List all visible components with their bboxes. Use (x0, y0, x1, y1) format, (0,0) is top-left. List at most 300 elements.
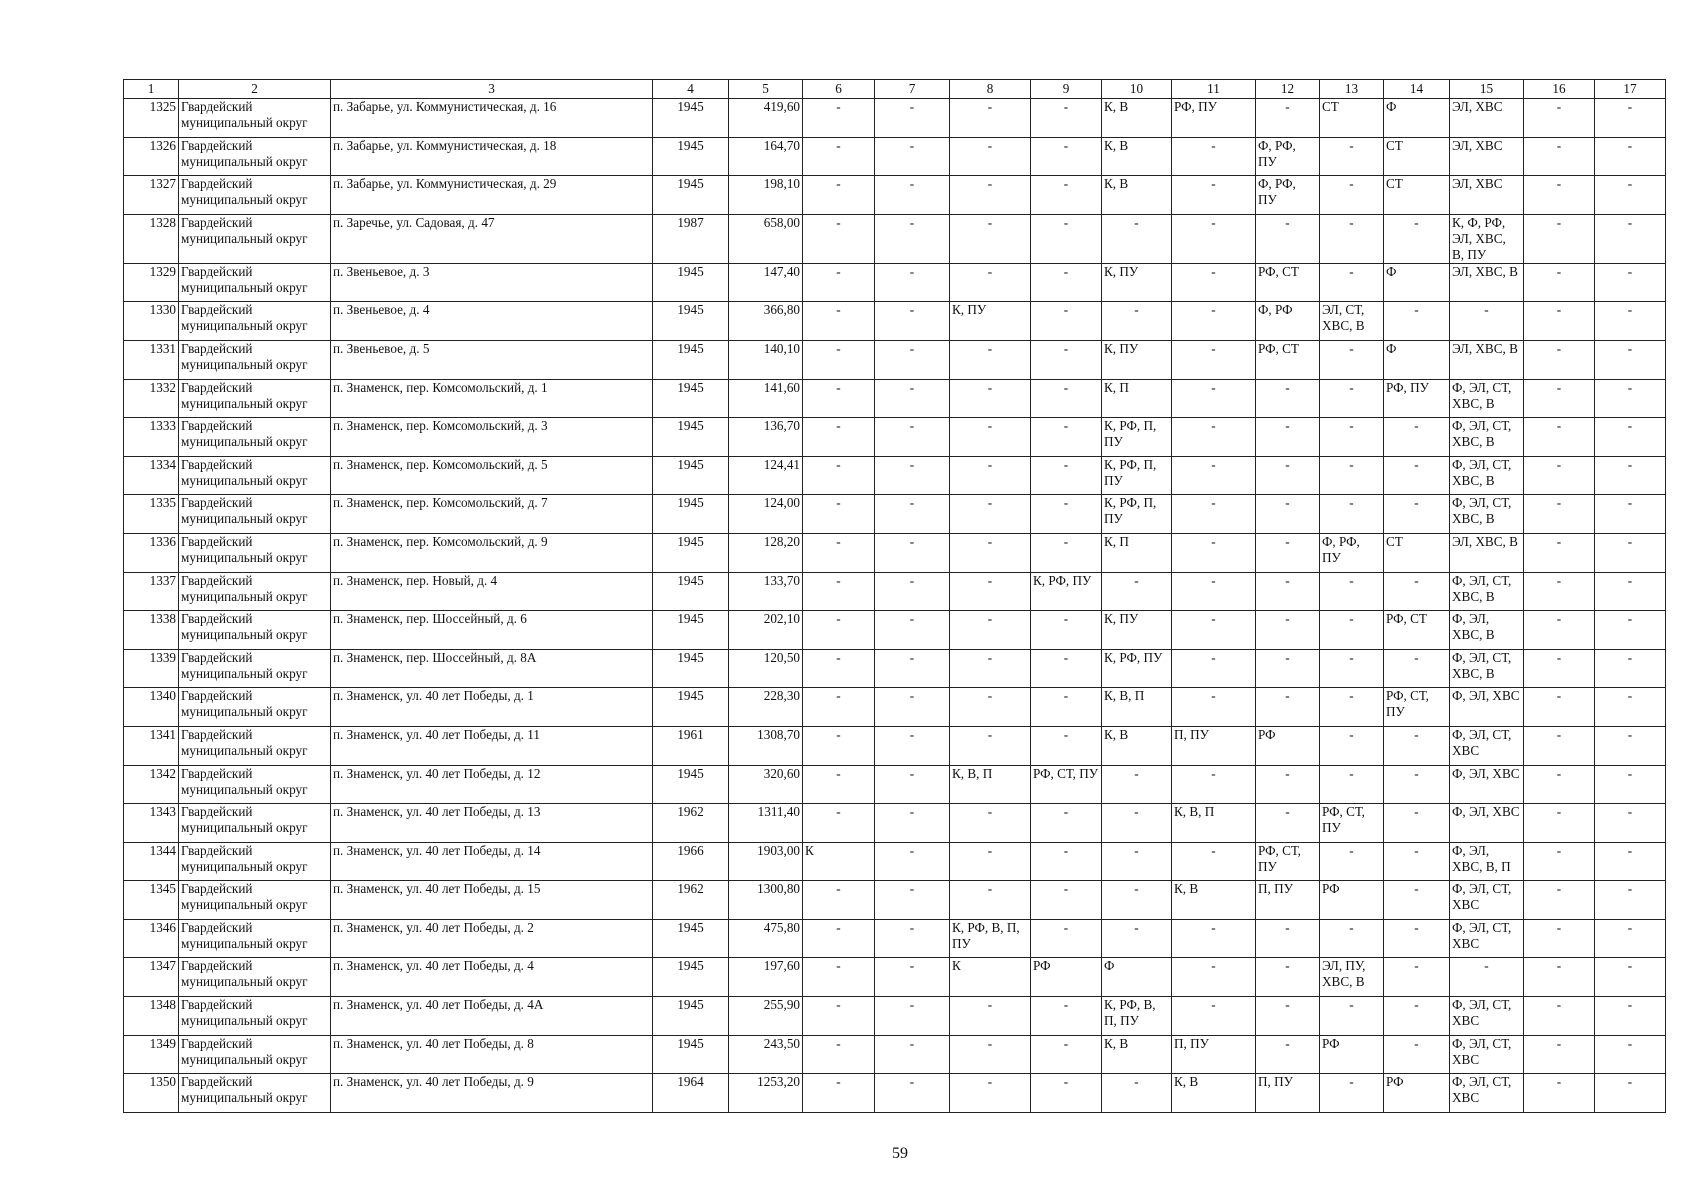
cell-col-10: К, РФ, П, ПУ (1102, 418, 1172, 457)
cell-col-14: - (1384, 804, 1450, 843)
table-row (124, 137, 1666, 176)
cell-col-10: К, ПУ (1102, 340, 1172, 379)
cell-col-7: - (875, 99, 950, 138)
cell-col-4: 1945 (653, 456, 729, 495)
cell-col-12: П, ПУ (1256, 881, 1320, 920)
cell-col-10: К, В (1102, 176, 1172, 215)
cell-col-3: п. Знаменск, ул. 40 лет Победы, д. 9 (331, 1074, 653, 1113)
cell-col-7: - (875, 263, 950, 302)
cell-col-15: ЭЛ, ХВС, В (1450, 533, 1524, 572)
cell-col-12: РФ, СТ, ПУ (1256, 842, 1320, 881)
cell-col-14: - (1384, 997, 1450, 1036)
cell-col-15: Ф, ЭЛ, ХВС (1450, 804, 1524, 843)
cell-col-9: - (1031, 726, 1102, 765)
cell-col-17: - (1595, 263, 1666, 302)
cell-col-15: Ф, ЭЛ, СТ, ХВС (1450, 726, 1524, 765)
cell-col-14: - (1384, 842, 1450, 881)
cell-col-6: - (803, 533, 875, 572)
cell-col-1: 1337 (124, 572, 179, 611)
cell-col-7: - (875, 997, 950, 1036)
cell-col-5: 475,80 (729, 919, 803, 958)
table-row (124, 176, 1666, 215)
cell-col-13: РФ (1320, 881, 1384, 920)
cell-col-12: - (1256, 919, 1320, 958)
cell-col-14: - (1384, 418, 1450, 457)
cell-col-8: - (950, 804, 1031, 843)
cell-col-11: - (1172, 418, 1256, 457)
cell-col-9: - (1031, 919, 1102, 958)
cell-col-7: - (875, 649, 950, 688)
cell-col-10: К, В (1102, 726, 1172, 765)
cell-col-15: Ф, ЭЛ, ХВС, В (1450, 611, 1524, 650)
cell-col-6: - (803, 214, 875, 263)
cell-col-12: - (1256, 418, 1320, 457)
cell-col-5: 255,90 (729, 997, 803, 1036)
cell-col-14: Ф (1384, 340, 1450, 379)
cell-col-4: 1945 (653, 137, 729, 176)
column-header-12: 12 (1256, 80, 1320, 99)
cell-col-5: 228,30 (729, 688, 803, 727)
cell-col-16: - (1524, 842, 1595, 881)
cell-col-14: - (1384, 958, 1450, 997)
cell-col-13: ЭЛ, ПУ, ХВС, В (1320, 958, 1384, 997)
cell-col-4: 1945 (653, 263, 729, 302)
cell-col-13: - (1320, 649, 1384, 688)
cell-col-1: 1347 (124, 958, 179, 997)
table-row (124, 881, 1666, 920)
cell-col-15: Ф, ЭЛ, СТ, ХВС, В (1450, 456, 1524, 495)
cell-col-8: К, В, П (950, 765, 1031, 804)
cell-col-13: - (1320, 379, 1384, 418)
cell-col-2: Гвардейский муниципальный округ (179, 137, 331, 176)
cell-col-4: 1945 (653, 340, 729, 379)
cell-col-6: - (803, 611, 875, 650)
cell-col-17: - (1595, 495, 1666, 534)
cell-col-14: - (1384, 649, 1450, 688)
column-header-14: 14 (1384, 80, 1450, 99)
cell-col-15: Ф, ЭЛ, ХВС (1450, 765, 1524, 804)
cell-col-4: 1945 (653, 1035, 729, 1074)
cell-col-14: СТ (1384, 533, 1450, 572)
cell-col-15: ЭЛ, ХВС (1450, 176, 1524, 215)
table-row (124, 533, 1666, 572)
cell-col-1: 1331 (124, 340, 179, 379)
cell-col-16: - (1524, 340, 1595, 379)
cell-col-3: п. Забарье, ул. Коммунистическая, д. 29 (331, 176, 653, 215)
cell-col-17: - (1595, 176, 1666, 215)
table-row (124, 688, 1666, 727)
cell-col-11: - (1172, 263, 1256, 302)
cell-col-12: Ф, РФ, ПУ (1256, 176, 1320, 215)
cell-col-4: 1945 (653, 919, 729, 958)
cell-col-4: 1945 (653, 688, 729, 727)
cell-col-10: Ф (1102, 958, 1172, 997)
cell-col-11: П, ПУ (1172, 1035, 1256, 1074)
cell-col-7: - (875, 340, 950, 379)
cell-col-10: - (1102, 765, 1172, 804)
cell-col-17: - (1595, 919, 1666, 958)
cell-col-16: - (1524, 214, 1595, 263)
cell-col-9: - (1031, 418, 1102, 457)
cell-col-13: - (1320, 611, 1384, 650)
cell-col-9: - (1031, 99, 1102, 138)
cell-col-4: 1962 (653, 804, 729, 843)
table-row (124, 418, 1666, 457)
header-row (124, 80, 1666, 99)
cell-col-3: п. Знаменск, ул. 40 лет Победы, д. 4А (331, 997, 653, 1036)
cell-col-15: Ф, ЭЛ, ХВС (1450, 688, 1524, 727)
cell-col-8: - (950, 456, 1031, 495)
cell-col-11: К, В (1172, 881, 1256, 920)
cell-col-3: п. Знаменск, пер. Новый, д. 4 (331, 572, 653, 611)
cell-col-7: - (875, 214, 950, 263)
cell-col-2: Гвардейский муниципальный округ (179, 379, 331, 418)
cell-col-15: Ф, ЭЛ, СТ, ХВС, В (1450, 418, 1524, 457)
cell-col-15: Ф, ЭЛ, СТ, ХВС (1450, 881, 1524, 920)
cell-col-1: 1350 (124, 1074, 179, 1113)
table-row (124, 263, 1666, 302)
cell-col-17: - (1595, 765, 1666, 804)
cell-col-12: Ф, РФ (1256, 302, 1320, 341)
cell-col-9: - (1031, 456, 1102, 495)
cell-col-2: Гвардейский муниципальный округ (179, 804, 331, 843)
cell-col-1: 1335 (124, 495, 179, 534)
cell-col-17: - (1595, 340, 1666, 379)
cell-col-2: Гвардейский муниципальный округ (179, 533, 331, 572)
table-row (124, 214, 1666, 263)
cell-col-5: 1300,80 (729, 881, 803, 920)
cell-col-16: - (1524, 99, 1595, 138)
cell-col-17: - (1595, 456, 1666, 495)
cell-col-4: 1961 (653, 726, 729, 765)
cell-col-5: 1253,20 (729, 1074, 803, 1113)
cell-col-16: - (1524, 418, 1595, 457)
table-row (124, 495, 1666, 534)
cell-col-7: - (875, 842, 950, 881)
cell-col-12: - (1256, 495, 1320, 534)
cell-col-11: - (1172, 958, 1256, 997)
cell-col-8: - (950, 418, 1031, 457)
cell-col-12: - (1256, 765, 1320, 804)
cell-col-4: 1945 (653, 418, 729, 457)
cell-col-11: - (1172, 137, 1256, 176)
cell-col-5: 1903,00 (729, 842, 803, 881)
cell-col-2: Гвардейский муниципальный округ (179, 495, 331, 534)
cell-col-13: РФ (1320, 1035, 1384, 1074)
cell-col-2: Гвардейский муниципальный округ (179, 649, 331, 688)
cell-col-16: - (1524, 572, 1595, 611)
cell-col-16: - (1524, 804, 1595, 843)
column-header-10: 10 (1102, 80, 1172, 99)
cell-col-11: - (1172, 919, 1256, 958)
cell-col-6: - (803, 99, 875, 138)
cell-col-15: Ф, ЭЛ, СТ, ХВС, В (1450, 495, 1524, 534)
cell-col-6: - (803, 456, 875, 495)
cell-col-5: 141,60 (729, 379, 803, 418)
cell-col-17: - (1595, 611, 1666, 650)
cell-col-7: - (875, 919, 950, 958)
cell-col-3: п. Знаменск, пер. Шоссейный, д. 8А (331, 649, 653, 688)
cell-col-3: п. Звеньевое, д. 3 (331, 263, 653, 302)
cell-col-2: Гвардейский муниципальный округ (179, 1035, 331, 1074)
table-row (124, 726, 1666, 765)
cell-col-12: Ф, РФ, ПУ (1256, 137, 1320, 176)
cell-col-12: - (1256, 99, 1320, 138)
cell-col-16: - (1524, 649, 1595, 688)
cell-col-6: - (803, 379, 875, 418)
cell-col-4: 1945 (653, 379, 729, 418)
cell-col-17: - (1595, 997, 1666, 1036)
cell-col-16: - (1524, 958, 1595, 997)
table-row (124, 1074, 1666, 1113)
cell-col-16: - (1524, 263, 1595, 302)
cell-col-5: 128,20 (729, 533, 803, 572)
column-header-7: 7 (875, 80, 950, 99)
cell-col-16: - (1524, 176, 1595, 215)
cell-col-7: - (875, 418, 950, 457)
cell-col-4: 1945 (653, 611, 729, 650)
cell-col-3: п. Знаменск, ул. 40 лет Победы, д. 1 (331, 688, 653, 727)
cell-col-4: 1966 (653, 842, 729, 881)
cell-col-7: - (875, 495, 950, 534)
cell-col-5: 320,60 (729, 765, 803, 804)
cell-col-1: 1332 (124, 379, 179, 418)
housing-register-table (123, 79, 1666, 1113)
cell-col-6: - (803, 1035, 875, 1074)
cell-col-3: п. Знаменск, пер. Комсомольский, д. 1 (331, 379, 653, 418)
cell-col-8: К (950, 958, 1031, 997)
cell-col-7: - (875, 379, 950, 418)
cell-col-3: п. Знаменск, ул. 40 лет Победы, д. 4 (331, 958, 653, 997)
cell-col-16: - (1524, 379, 1595, 418)
cell-col-4: 1945 (653, 302, 729, 341)
cell-col-15: ЭЛ, ХВС, В (1450, 263, 1524, 302)
cell-col-14: - (1384, 765, 1450, 804)
page-number: 59 (892, 1145, 908, 1162)
cell-col-17: - (1595, 958, 1666, 997)
table-row (124, 379, 1666, 418)
cell-col-11: - (1172, 533, 1256, 572)
table-row (124, 919, 1666, 958)
cell-col-2: Гвардейский муниципальный округ (179, 997, 331, 1036)
cell-col-4: 1964 (653, 1074, 729, 1113)
cell-col-6: - (803, 495, 875, 534)
cell-col-8: - (950, 137, 1031, 176)
cell-col-4: 1945 (653, 649, 729, 688)
cell-col-5: 140,10 (729, 340, 803, 379)
table-row (124, 649, 1666, 688)
cell-col-13: Ф, РФ, ПУ (1320, 533, 1384, 572)
cell-col-10: - (1102, 804, 1172, 843)
cell-col-7: - (875, 176, 950, 215)
cell-col-13: - (1320, 263, 1384, 302)
cell-col-7: - (875, 804, 950, 843)
cell-col-3: п. Знаменск, ул. 40 лет Победы, д. 13 (331, 804, 653, 843)
cell-col-6: - (803, 881, 875, 920)
cell-col-11: - (1172, 611, 1256, 650)
cell-col-6: - (803, 688, 875, 727)
cell-col-13: - (1320, 137, 1384, 176)
cell-col-8: - (950, 842, 1031, 881)
cell-col-17: - (1595, 804, 1666, 843)
cell-col-7: - (875, 572, 950, 611)
cell-col-12: - (1256, 688, 1320, 727)
cell-col-12: РФ, СТ (1256, 263, 1320, 302)
cell-col-5: 124,00 (729, 495, 803, 534)
table-row (124, 456, 1666, 495)
cell-col-2: Гвардейский муниципальный округ (179, 176, 331, 215)
cell-col-1: 1346 (124, 919, 179, 958)
cell-col-1: 1348 (124, 997, 179, 1036)
cell-col-3: п. Знаменск, ул. 40 лет Победы, д. 12 (331, 765, 653, 804)
cell-col-17: - (1595, 214, 1666, 263)
cell-col-13: - (1320, 176, 1384, 215)
cell-col-5: 147,40 (729, 263, 803, 302)
cell-col-1: 1325 (124, 99, 179, 138)
cell-col-7: - (875, 456, 950, 495)
cell-col-14: - (1384, 456, 1450, 495)
cell-col-2: Гвардейский муниципальный округ (179, 99, 331, 138)
cell-col-5: 658,00 (729, 214, 803, 263)
cell-col-15: Ф, ЭЛ, СТ, ХВС, В (1450, 572, 1524, 611)
cell-col-16: - (1524, 765, 1595, 804)
cell-col-7: - (875, 1035, 950, 1074)
cell-col-10: К, РФ, ПУ (1102, 649, 1172, 688)
cell-col-3: п. Знаменск, ул. 40 лет Победы, д. 2 (331, 919, 653, 958)
cell-col-8: - (950, 726, 1031, 765)
column-header-13: 13 (1320, 80, 1384, 99)
cell-col-4: 1945 (653, 765, 729, 804)
cell-col-17: - (1595, 137, 1666, 176)
cell-col-2: Гвардейский муниципальный округ (179, 214, 331, 263)
cell-col-1: 1338 (124, 611, 179, 650)
column-header-17: 17 (1595, 80, 1666, 99)
cell-col-12: - (1256, 958, 1320, 997)
cell-col-8: К, ПУ (950, 302, 1031, 341)
cell-col-8: - (950, 214, 1031, 263)
cell-col-2: Гвардейский муниципальный округ (179, 726, 331, 765)
cell-col-9: - (1031, 611, 1102, 650)
cell-col-15: ЭЛ, ХВС, В (1450, 340, 1524, 379)
cell-col-10: - (1102, 881, 1172, 920)
cell-col-6: - (803, 302, 875, 341)
cell-col-8: - (950, 881, 1031, 920)
cell-col-11: - (1172, 379, 1256, 418)
cell-col-5: 1308,70 (729, 726, 803, 765)
cell-col-3: п. Знаменск, пер. Комсомольский, д. 7 (331, 495, 653, 534)
cell-col-9: - (1031, 214, 1102, 263)
column-header-9: 9 (1031, 80, 1102, 99)
cell-col-5: 198,10 (729, 176, 803, 215)
cell-col-16: - (1524, 688, 1595, 727)
cell-col-16: - (1524, 302, 1595, 341)
cell-col-9: РФ (1031, 958, 1102, 997)
cell-col-2: Гвардейский муниципальный округ (179, 456, 331, 495)
cell-col-6: - (803, 649, 875, 688)
cell-col-12: - (1256, 1035, 1320, 1074)
cell-col-1: 1342 (124, 765, 179, 804)
cell-col-3: п. Забарье, ул. Коммунистическая, д. 16 (331, 99, 653, 138)
cell-col-16: - (1524, 611, 1595, 650)
cell-col-4: 1945 (653, 99, 729, 138)
cell-col-12: РФ (1256, 726, 1320, 765)
cell-col-15: Ф, ЭЛ, СТ, ХВС (1450, 1074, 1524, 1113)
cell-col-11: К, В (1172, 1074, 1256, 1113)
cell-col-8: - (950, 649, 1031, 688)
cell-col-16: - (1524, 1074, 1595, 1113)
cell-col-10: К, В, П (1102, 688, 1172, 727)
cell-col-3: п. Знаменск, ул. 40 лет Победы, д. 8 (331, 1035, 653, 1074)
cell-col-2: Гвардейский муниципальный округ (179, 611, 331, 650)
cell-col-7: - (875, 765, 950, 804)
cell-col-17: - (1595, 688, 1666, 727)
cell-col-5: 136,70 (729, 418, 803, 457)
cell-col-8: - (950, 99, 1031, 138)
cell-col-1: 1328 (124, 214, 179, 263)
column-header-8: 8 (950, 80, 1031, 99)
cell-col-3: п. Заречье, ул. Садовая, д. 47 (331, 214, 653, 263)
cell-col-11: - (1172, 572, 1256, 611)
cell-col-16: - (1524, 919, 1595, 958)
cell-col-3: п. Звеньевое, д. 5 (331, 340, 653, 379)
cell-col-8: - (950, 1035, 1031, 1074)
cell-col-6: К (803, 842, 875, 881)
column-header-6: 6 (803, 80, 875, 99)
cell-col-8: - (950, 533, 1031, 572)
cell-col-14: - (1384, 572, 1450, 611)
cell-col-16: - (1524, 881, 1595, 920)
cell-col-14: СТ (1384, 176, 1450, 215)
cell-col-15: Ф, ЭЛ, СТ, ХВС (1450, 1035, 1524, 1074)
cell-col-14: - (1384, 881, 1450, 920)
cell-col-12: - (1256, 572, 1320, 611)
cell-col-8: К, РФ, В, П, ПУ (950, 919, 1031, 958)
cell-col-17: - (1595, 418, 1666, 457)
cell-col-1: 1333 (124, 418, 179, 457)
cell-col-10: К, В (1102, 1035, 1172, 1074)
cell-col-6: - (803, 919, 875, 958)
cell-col-16: - (1524, 1035, 1595, 1074)
cell-col-1: 1343 (124, 804, 179, 843)
column-header-11: 11 (1172, 80, 1256, 99)
cell-col-3: п. Знаменск, ул. 40 лет Победы, д. 14 (331, 842, 653, 881)
cell-col-14: Ф (1384, 99, 1450, 138)
cell-col-10: К, В (1102, 137, 1172, 176)
table-row (124, 572, 1666, 611)
cell-col-6: - (803, 726, 875, 765)
cell-col-8: - (950, 495, 1031, 534)
cell-col-17: - (1595, 1035, 1666, 1074)
cell-col-10: - (1102, 842, 1172, 881)
cell-col-12: - (1256, 456, 1320, 495)
cell-col-15: К, Ф, РФ, ЭЛ, ХВС, В, ПУ (1450, 214, 1524, 263)
cell-col-9: - (1031, 1074, 1102, 1113)
cell-col-5: 419,60 (729, 99, 803, 138)
cell-col-8: - (950, 997, 1031, 1036)
cell-col-11: - (1172, 214, 1256, 263)
cell-col-13: - (1320, 726, 1384, 765)
cell-col-5: 197,60 (729, 958, 803, 997)
cell-col-3: п. Знаменск, пер. Комсомольский, д. 3 (331, 418, 653, 457)
cell-col-10: - (1102, 214, 1172, 263)
cell-col-2: Гвардейский муниципальный округ (179, 302, 331, 341)
cell-col-9: - (1031, 176, 1102, 215)
cell-col-2: Гвардейский муниципальный округ (179, 1074, 331, 1113)
cell-col-15: - (1450, 302, 1524, 341)
cell-col-12: - (1256, 533, 1320, 572)
cell-col-10: К, В (1102, 99, 1172, 138)
cell-col-17: - (1595, 379, 1666, 418)
